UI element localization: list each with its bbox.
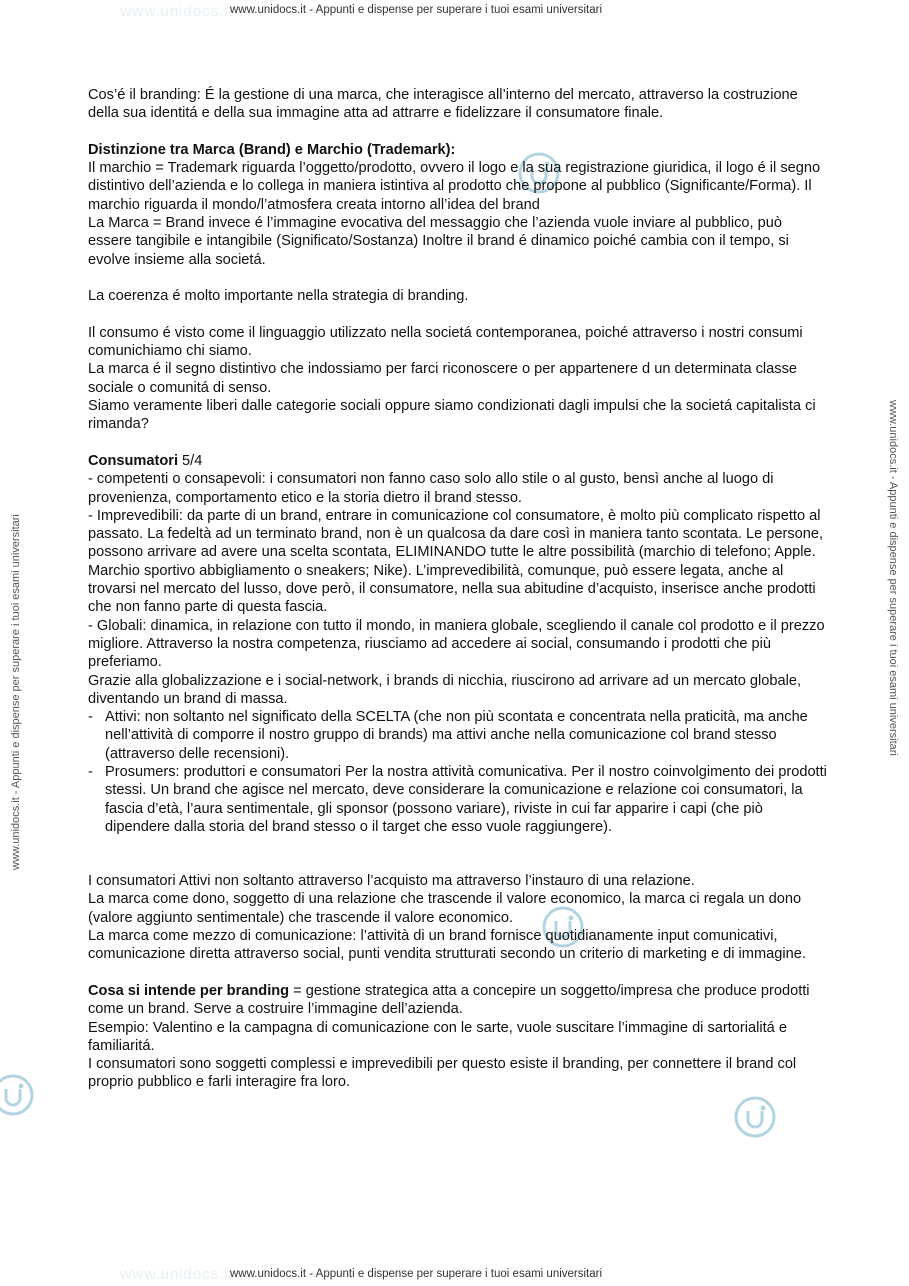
- bullet-item-attivi: [88, 708, 828, 763]
- definition-text: = gestione strategica atta a concepire un soggetto/impresa che produce prodotti come un brand. Serve a costruire l’immagine dell’azienda.: [88, 982, 810, 1018]
- heading-text: Cosa si intende per branding: [88, 982, 290, 999]
- header-watermark: www.unidocs.it - Appunti e dispense per superare i tuoi esami universitari: [230, 4, 603, 16]
- side-watermark-right: www.unidocs.it - Appunti e dispense per superare i tuoi esami universitari: [887, 400, 899, 756]
- paragraph-marchio: Il marchio = Trademark riguarda l’oggetto/prodotto, ovvero il logo e la sua registrazione giuridica, il logo é il segno distintivo dell’azienda e lo collega in maniera istintiva al prodotto che propone al pubblico (Significante/Forma). Il marchio riguarda il mondo/l’atmosfera creata intorno all’idea del brand: [88, 160, 821, 213]
- footer-watermark: www.unidocs.it - Appunti e dispense per superare i tuoi esami universitari: [230, 1268, 603, 1280]
- side-watermark-left: www.unidocs.it - Appunti e dispense per superare i tuoi esami universitari: [10, 514, 22, 870]
- paragraph-final: I consumatori sono soggetti complessi e imprevedibili per questo esiste il branding, per connettere il brand col proprio pubblico e farli interagire fra loro.: [88, 1056, 797, 1091]
- bullet-dash: -: [88, 709, 93, 726]
- paragraph-attivi-relazione: I consumatori Attivi non soltanto attraverso l’acquisto ma attraverso l’instauro di una relazione.: [88, 873, 695, 890]
- section-heading-consumatori: [88, 452, 828, 470]
- paragraph-imprevedibili: - Imprevedibili: da parte di un brand, entrare in comunicazione col consumatore, è molto più complicato rispetto al passato. La fedeltà ad un terminato brand, non è un qualcosa da dare così in maniera tanto scontata. Le persone, possono arrivare ad avere una scelta scontata, ELIMINANDO tutte le altre possibilità (marchio di telefono; Apple. Marchio sportivo abbigliamento o sneakers; Nike). L’imprevedibilità, comunque, può essere legata, anche al trovarsi nel mercato del lusso, dove però, il consumatore, nella sua abitudine d’acquisto, inserisce anche prodotti che non fanno parte di questa fascia.: [88, 507, 824, 616]
- header-watermark-ghost: www.unidocs.it: [120, 3, 233, 20]
- paragraph-cosa-si-intende: [88, 982, 828, 1019]
- paragraph-coerenza: La coerenza é molto importante nella strategia di branding.: [88, 288, 469, 305]
- paragraph-globali: - Globali: dinamica, in relazione con tutto il mondo, in maniera globale, scegliendo il canale col prodotto e il prezzo migliore. Attraverso la nostra competenza, riusciamo ad accedere ai social, consumando i prodotti che più preferiamo.: [88, 617, 825, 671]
- paragraph-grazie: Grazie alla globalizzazione e i social-network, i brands di nicchia, riuscirono ad arrivare ad un mercato globale, diventando un brand di massa.: [88, 672, 802, 707]
- paragraph-dono: La marca come dono, soggetto di una relazione che trascende il valore economico, la marca ci regala un dono (valore aggiunto sentimentale) che trascende il valore economico.: [88, 891, 802, 926]
- bullet-item-prosumers: [88, 763, 828, 836]
- heading-date: 5/4: [178, 452, 203, 469]
- heading-text: Consumatori: [88, 452, 178, 469]
- heading-text: Distinzione tra Marca (Brand) e Marchio (Trademark):: [88, 141, 456, 158]
- paragraph-consumo-2: La marca é il segno distintivo che indossiamo per farci riconoscere o per appartenere d un determinata classe sociale o comunitá di senso.: [88, 361, 797, 396]
- section-heading-distinzione: [88, 141, 828, 159]
- bullet-text: Prosumers: produttori e consumatori Per la nostra attività comunicativa. Per il nostro coinvolgimento dei prodotti stessi. Un brand che agisce nel mercato, deve considerare la comunicazione e relazione coi consumatori, la fascia d’età, l’aura sentimentale, gli sponsor (possono variare), riviste in cui far apparire i capi (che piò dipendere dalla storia del brand stesso o il target che esso vuole raggiungere).: [105, 763, 827, 835]
- branding-definition: Cos’é il branding: É la gestione di una marca, che interagisce all’interno del mercato, attraverso la costruzione della sua identitá e della sua immagine atta ad attrarre e fidelizzare il consumatore finale.: [88, 87, 798, 122]
- footer-watermark-ghost: www.unidocs.it: [120, 1266, 233, 1283]
- bullet-text: Attivi: non soltanto nel significato della SCELTA (che non più scontata e concentrata nella praticità, ma anche nell’attività di comporre il nostro gruppo di brands) ma attivi anche nella comunicazione col brand stesso (attraverso delle recensioni).: [105, 709, 808, 762]
- unidocs-logo-icon: [732, 1094, 778, 1140]
- paragraph-competenti: - competenti o consapevoli: i consumatori non fanno caso solo allo stile o al gusto, bensì anche al luogo di provenienza, comportamento etico e la storia dietro il brand stesso.: [88, 471, 774, 506]
- paragraph-marca: La Marca = Brand invece é l’immagine evocativa del messaggio che l’azienda vuole inviare al pubblico, può essere tangibile e intangibile (Significato/Sostanza) Inoltre il brand é dinamico poiché cambia con il tempo, si evolve insieme alla societá.: [88, 215, 789, 268]
- paragraph-mezzo: La marca come mezzo di comunicazione: l’attività di un brand fornisce quotidianamente input comunicativi, comunicazione diretta attraverso social, punti vendita strutturati secondo un criterio di marketing e di immagine.: [88, 928, 806, 963]
- unidocs-logo-icon: [0, 1072, 36, 1118]
- paragraph-esempio: Esempio: Valentino e la campagna di comunicazione con le sarte, vuole suscitare l’immagine di sartorialitá e familiaritá.: [88, 1019, 787, 1054]
- paragraph-consumo-1: Il consumo é visto come il linguaggio utilizzato nella societá contemporanea, poiché attraverso i nostri consumi comunichiamo chi siamo.: [88, 324, 803, 360]
- document-body: [88, 86, 828, 1092]
- bullet-dash: -: [88, 763, 93, 780]
- paragraph-consumo-3: Siamo veramente liberi dalle categorie sociali oppure siamo condizionati dagli impulsi che la societá capitalista ci rimanda?: [88, 398, 816, 433]
